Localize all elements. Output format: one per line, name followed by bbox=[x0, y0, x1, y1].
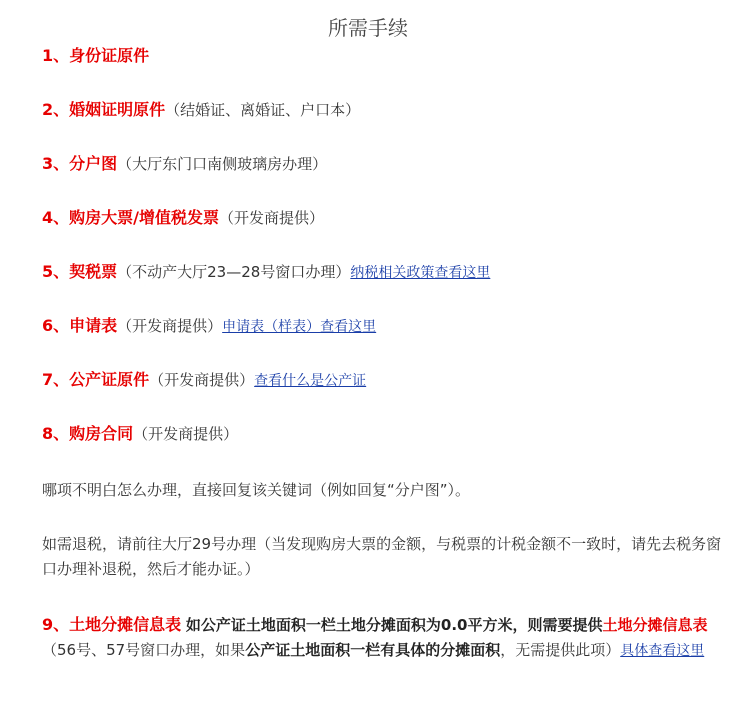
item-9 bbox=[42, 612, 722, 664]
item-5-note: （不动产大厅23—28号窗口办理） bbox=[117, 263, 351, 281]
item-7-label: 7、公产证原件 bbox=[42, 370, 150, 389]
item-9-note-2: ，无需提供此项） bbox=[500, 641, 621, 659]
item-2-label: 2、婚姻证明原件 bbox=[42, 100, 166, 119]
item-5 bbox=[42, 260, 490, 285]
item-3-label: 3、分户图 bbox=[42, 154, 118, 173]
item-8-note: （开发商提供） bbox=[133, 425, 239, 443]
refund-text: 如需退税，请前往大厅29号办理（当发现购房大票的金额，与税票的计税金额不一致时，请先去税务窗口办理补退税，然后才能办证。） bbox=[42, 535, 722, 578]
item-7-note: （开发商提供） bbox=[149, 371, 255, 389]
item-2 bbox=[42, 98, 360, 122]
item-3 bbox=[42, 152, 327, 176]
page-title: 所需手续 bbox=[328, 16, 408, 40]
item-1 bbox=[42, 44, 149, 68]
item-5-label: 5、契税票 bbox=[42, 262, 118, 281]
item-9-required-form: 土地分摊信息表 bbox=[602, 616, 708, 634]
item-6-note: （开发商提供） bbox=[117, 317, 223, 335]
tax-policy-link[interactable]: 纳税相关政策查看这里 bbox=[350, 265, 491, 281]
application-form-link[interactable]: 申请表（样表）查看这里 bbox=[222, 319, 377, 335]
item-6-label: 6、申请表 bbox=[42, 316, 118, 335]
item-8-label: 8、购房合同 bbox=[42, 424, 134, 443]
item-9-label: 9、土地分摊信息表 bbox=[42, 615, 182, 634]
item-6 bbox=[42, 314, 376, 339]
item-4-label: 4、购房大票/增值税发票 bbox=[42, 208, 219, 227]
public-property-cert-link[interactable]: 查看什么是公产证 bbox=[254, 373, 367, 389]
hint-text: 哪项不明白怎么办理，直接回复该关键词（例如回复“分户图”）。 bbox=[42, 481, 471, 499]
item-9-condition: 如公产证土地面积一栏土地分摊面积为0.0平方米，则需要提供 bbox=[185, 616, 603, 634]
item-4-note: （开发商提供） bbox=[218, 209, 324, 227]
item-2-note: （结婚证、离婚证、户口本） bbox=[165, 101, 361, 119]
item-9-exception: 公产证土地面积一栏有具体的分摊面积 bbox=[245, 641, 501, 659]
item-7 bbox=[42, 368, 366, 393]
item-8 bbox=[42, 422, 238, 446]
item-1-label: 1、身份证原件 bbox=[42, 46, 150, 65]
details-link[interactable]: 具体查看这里 bbox=[620, 643, 705, 659]
item-3-note: （大厅东门口南侧玻璃房办理） bbox=[117, 155, 328, 173]
item-4 bbox=[42, 206, 324, 230]
item-9-note-1: （56号、57号窗口办理，如果 bbox=[42, 641, 246, 659]
